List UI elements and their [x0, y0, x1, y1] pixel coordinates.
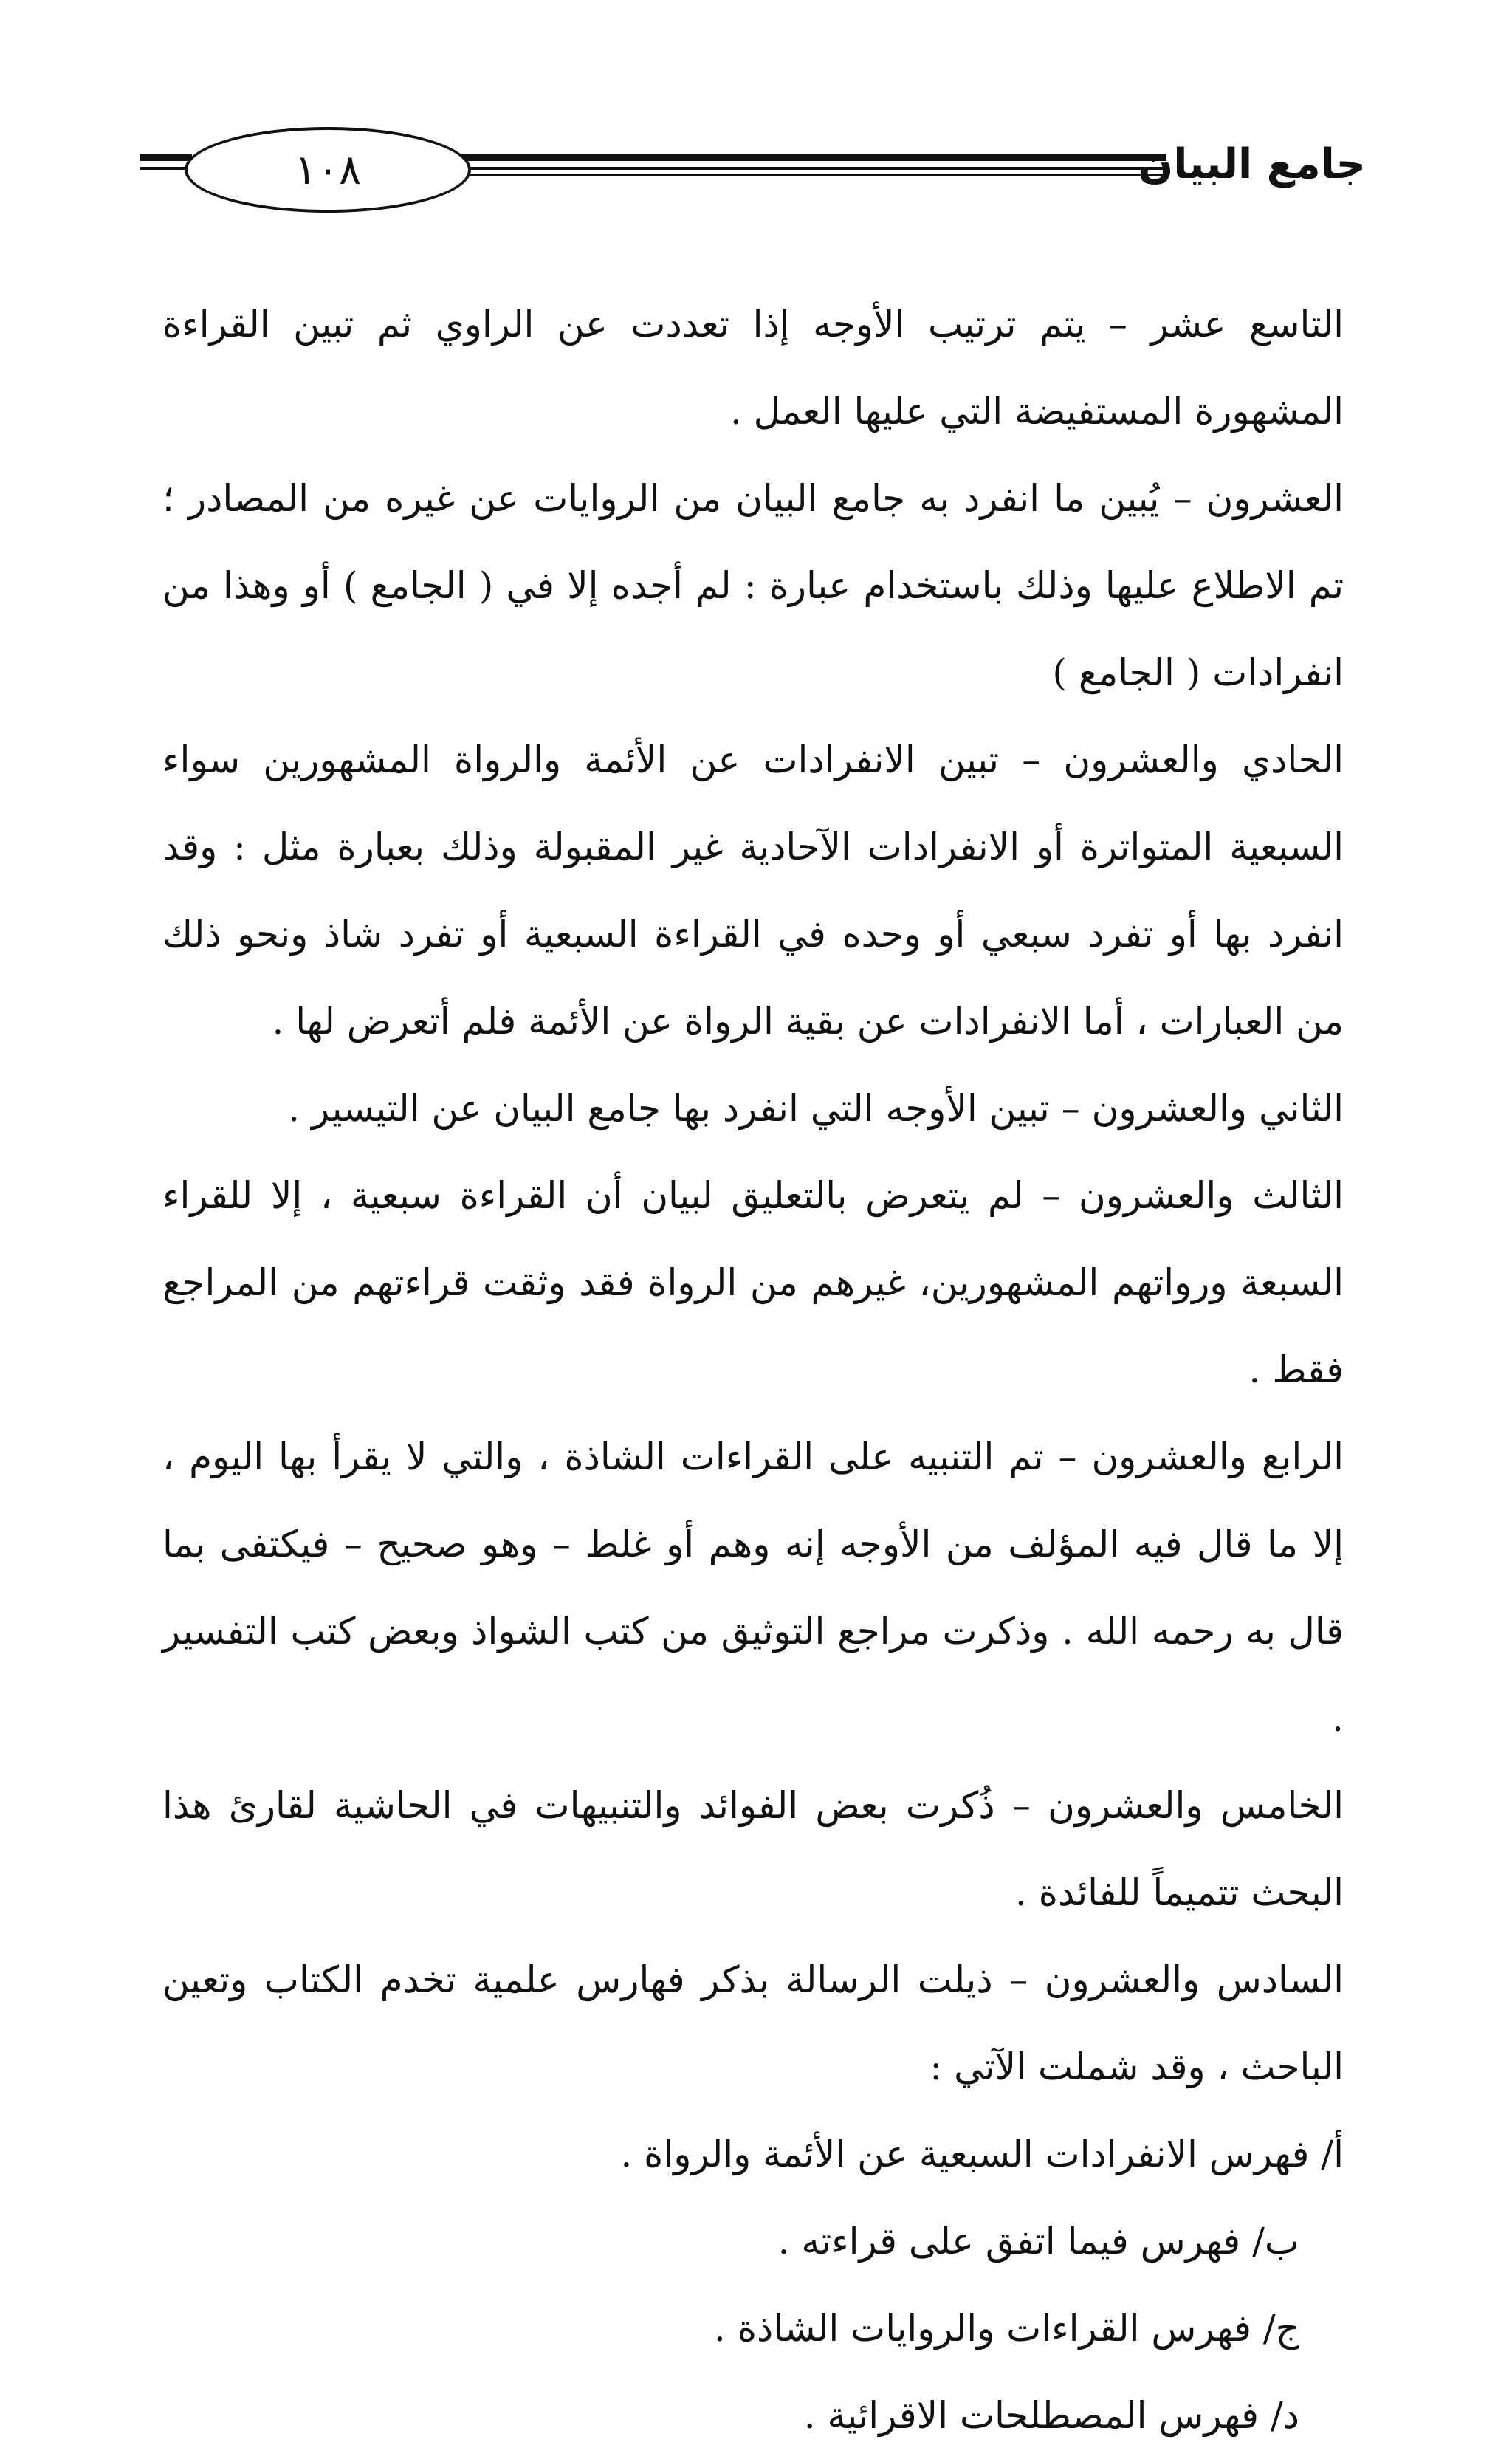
- running-head-book-title: جامع البيان: [1138, 140, 1366, 188]
- page-number-oval: [185, 127, 471, 213]
- paragraph-26: السادس والعشرون – ذيلت الرسالة بذكر فهارس علمية تخدم الكتاب وتعين الباحث ، وقد شملت الآتي :: [162, 1958, 1344, 2088]
- paragraph-25: الخامس والعشرون – ذُكرت بعض الفوائد والتنبيهات في الحاشية لقارئ هذا البحث تتميماً للفائدة .: [162, 1784, 1344, 1914]
- paragraph-20: العشرون – يُبين ما انفرد به جامع البيان من الروايات عن غيره من المصادر ؛ تم الاطلاع عليها وذلك باستخدام عبارة : لم أجده إلا في ( الجامع ) أو وهذا من انفرادات ( الجامع ): [162, 477, 1344, 694]
- paragraph-24: الرابع والعشرون – تم التنبيه على القراءات الشاذة ، والتي لا يقرأ بها اليوم ، إلا ما قال فيه المؤلف من الأوجه إنه وهم أو غلط – وهو صحيح – فيكتفى بما قال به رحمه الله . وذكرت مراجع التوثيق من كتب الشواذ وبعض كتب التفسير .: [162, 1436, 1344, 1740]
- index-list-item: ج/ فهرس القراءات والروايات الشاذة .: [714, 2307, 1299, 2350]
- index-list-item: ب/ فهرس فيما اتفق على قراءته .: [777, 2220, 1299, 2263]
- paragraph-19: التاسع عشر – يتم ترتيب الأوجه إذا تعددت عن الراوي ثم تبين القراءة المشهورة المستفيضة التي عليها العمل .: [162, 303, 1344, 433]
- paragraph-22: الثاني والعشرون – تبين الأوجه التي انفرد بها جامع البيان عن التيسير .: [288, 1087, 1344, 1130]
- paragraph-23: الثالث والعشرون – لم يتعرض بالتعليق لبيان أن القراءة سبعية ، إلا للقراء السبعة ورواتهم المشهورين، غيرهم من الرواة فقد وثقت قراءتهم من المراجع فقط .: [162, 1174, 1344, 1391]
- index-list-item: د/ فهرس المصطلحات الاقرائية .: [803, 2394, 1299, 2437]
- page-header: [140, 111, 1366, 229]
- index-list: [162, 2110, 1344, 2459]
- header-rule-left-thick: [140, 154, 192, 161]
- page-body: [162, 281, 1344, 2459]
- paragraph-21: الحادي والعشرون – تبين الانفرادات عن الأئمة والرواة المشهورين سواء السبعية المتواترة أو الانفرادات الآحادية غير المقبولة وذلك بعبارة مثل : وقد انفرد بها أو تفرد سبعي أو وحده في القراءة السبعية أو تفرد شاذ ونحو ذلك من العبارات ، أما الانفرادات عن بقية الرواة عن الأئمة فلم أتعرض لها .: [162, 738, 1344, 1043]
- page-number: ١٠٨: [294, 145, 362, 194]
- index-list-item: أ/ فهرس الانفرادات السبعية عن الأئمة والرواة .: [620, 2133, 1344, 2175]
